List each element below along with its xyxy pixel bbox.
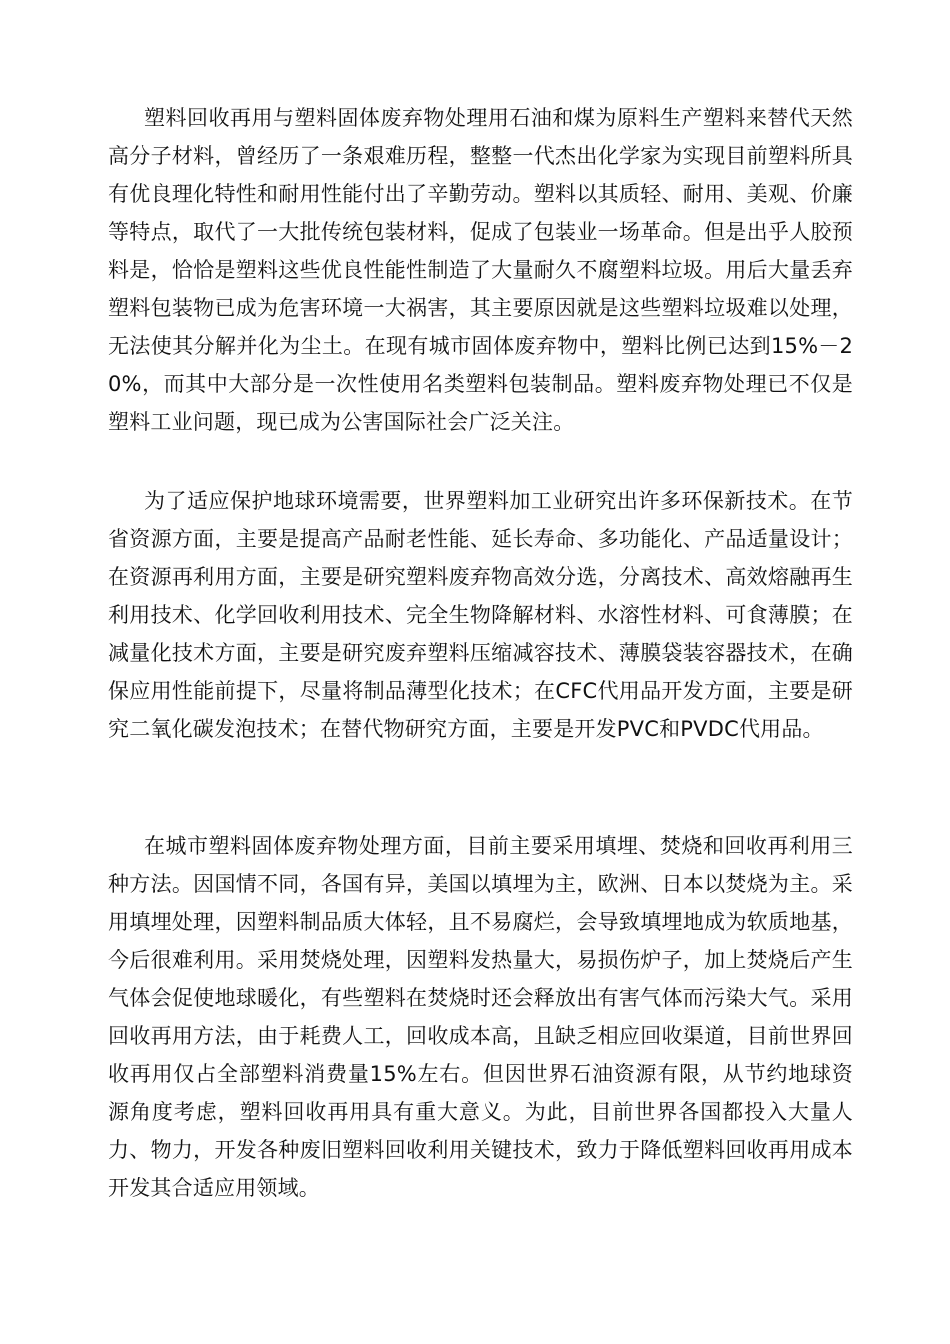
paragraph-environmental-technologies: 为了适应保护地球环境需要，世界塑料加工业研究出许多环保新技术。在节省资源方面，主要是提高产品耐老性能、延长寿命、多功能化、产品适量设计；在资源再利用方面，主要是研究塑料废弃物高效分选，分离技术、高效熔融再生利用技术、化学回收利用技术、完全生物降解材料、水溶性材料、可食薄膜；在减量化技术方面，主要是研究废弃塑料压缩减容技术、薄膜袋装容器技术，在确保应用性能前提下，尽量将制品薄型化技术；在CFC代用品开发方面，主要是研究二氧化碳发泡技术；在替代物研究方面，主要是开发PVC和PVDC代用品。 [108,489,853,741]
paragraph-plastic-recycling-overview: 塑料回收再用与塑料固体废弃物处理用石油和煤为原料生产塑料来替代天然高分子材料，曾经历了一条艰难历程，整整一代杰出化学家为实现目前塑料所具有优良理化特性和耐用性能付出了辛勤劳动。塑料以其质轻、耐用、美观、价廉等特点，取代了一大批传统包装材料，促成了包装业一场革命。但是出乎人胶预料是，恰恰是塑料这些优良性能性制造了大量耐久不腐塑料垃圾。用后大量丢弃塑料包装物已成为危害环境一大祸害，其主要原因就是这些塑料垃圾难以处理，无法使其分解并化为尘土。在现有城市固体废弃物中，塑料比例已达到15%－20%，而其中大部分是一次性使用名类塑料包装制品。塑料废弃物处理已不仅是塑料工业问题，现已成为公害国际社会广泛关注。 [108,106,853,434]
paragraph-urban-waste-treatment: 在城市塑料固体废弃物处理方面，目前主要采用填埋、焚烧和回收再利用三种方法。因国情不同，各国有异，美国以填埋为主，欧洲、日本以焚烧为主。采用填埋处理，因塑料制品质大体轻，且不易腐烂，会导致填埋地成为软质地基，今后很难利用。采用焚烧处理，因塑料发热量大，易损伤炉子，加上焚烧后产生气体会促使地球暖化，有些塑料在焚烧时还会释放出有害气体而污染大气。采用回收再用方法，由于耗费人工，回收成本高，且缺乏相应回收渠道，目前世界回收再用仅占全部塑料消费量15%左右。但因世界石油资源有限，从节约地球资源角度考虑，塑料回收再用具有重大意义。为此，目前世界各国都投入大量人力、物力，开发各种废旧塑料回收利用关键技术，致力于降低塑料回收再用成本开发其合适应用领域。 [108,834,853,1200]
